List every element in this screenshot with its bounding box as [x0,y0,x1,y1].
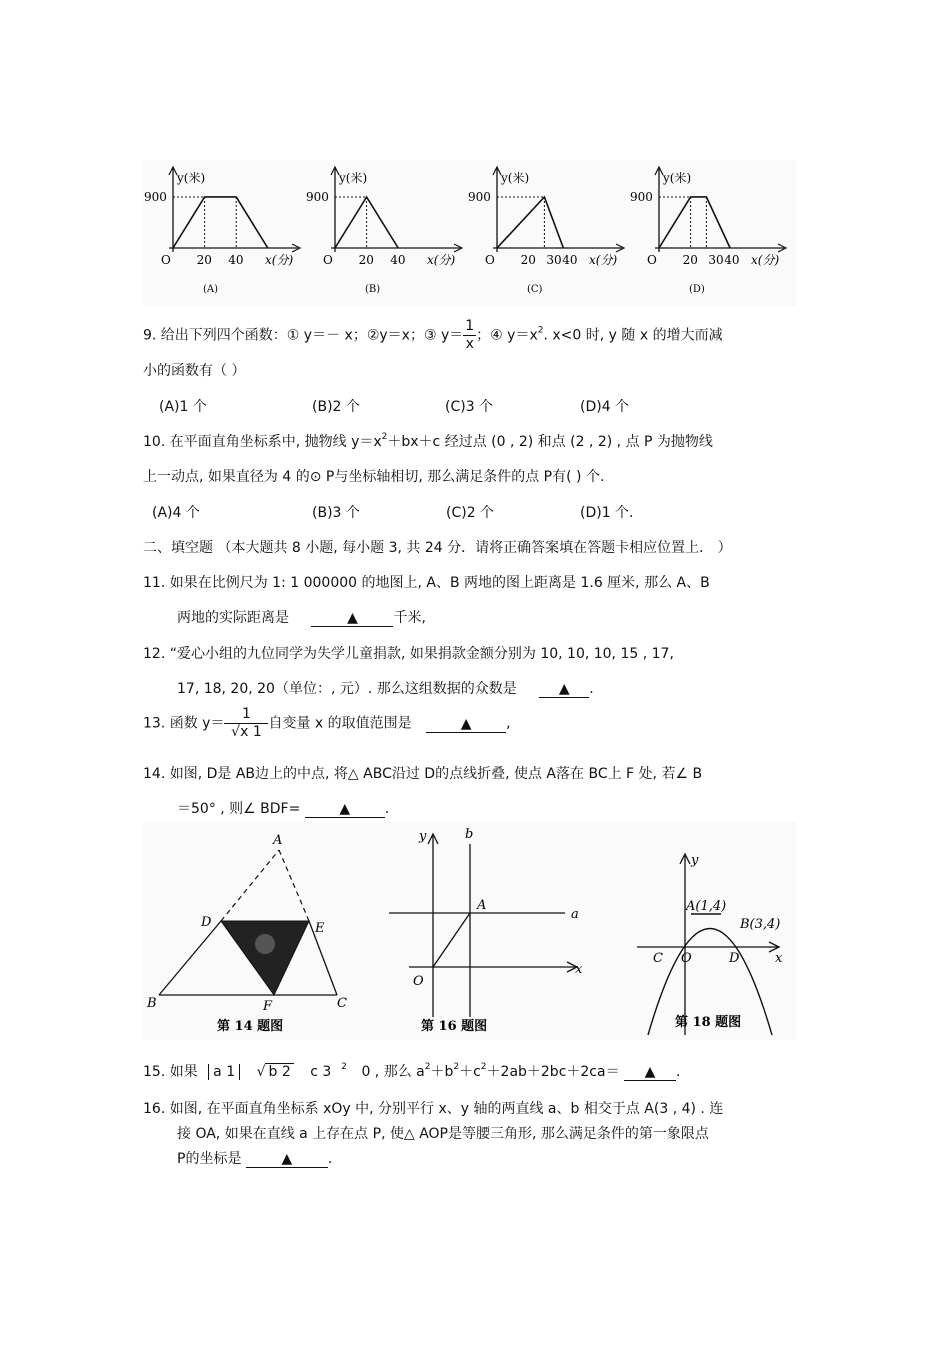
fig16-label-b: b [465,827,474,842]
fig16-label-x: x [575,962,583,977]
fig14-label-d: D [201,915,212,930]
question-15 [143,1061,681,1081]
question-16-line-1: 16. 如图, 在平面直角坐标系 xOy 中, 分别平行 x、y 轴的两直线 a、b 相交于点 A(3 , 4) . 连 [143,1101,724,1117]
graph-panel-d [630,167,786,295]
fig16-label-o: O [413,974,424,989]
question-14-line-2 [177,798,389,818]
q15-text-pre: 15. 如果 [143,1064,198,1080]
graph-panel-label: (B) [365,284,381,295]
question-9-line-1 [143,318,723,353]
figure-16 [389,827,583,1034]
graph-origin-label: O [323,253,333,267]
graph-y-tick: 900 [306,189,329,204]
graph-x-tick: 20 [196,253,212,267]
q13-frac-den: √x 1 [231,724,262,740]
q15-sup-c2: 2 [480,1062,487,1072]
graph-origin-label: O [647,253,657,267]
q15-tail: 0 , 那么 a [361,1064,425,1080]
q14-text-post: . [384,801,390,817]
graph-panel-label: (A) [203,284,219,295]
graph-y-tick: 900 [630,189,653,204]
question-13 [143,706,511,741]
q15-post: ＋b [430,1064,454,1080]
figure-18 [637,853,783,1035]
graph-options-figure [143,160,796,306]
graph-panel-label: (C) [527,284,543,295]
q9-text-pre: 9. 给出下列四个函数：① y＝－ x；②y＝x；③ y＝ [143,327,464,344]
q9-option-d[interactable]: (D)4 个 [580,399,630,415]
graph-origin-label: O [161,253,171,267]
q10-option-b[interactable]: (B)3 个 [312,505,360,521]
q15-post3: ＋2ab＋2bc＋2ca＝ [486,1064,620,1080]
q12-text-pre: 17, 18, 20, 20（单位：, 元）. 那么这组数据的众数是 [177,681,517,697]
q11-text-pre: 两地的实际距离是 [177,610,289,626]
graph-origin-label: O [485,253,495,267]
graph-y-tick: 900 [144,189,167,204]
question-10-line-1 [143,431,713,451]
question-12-line-1: 12. “爱心小组的九位同学为失学儿童捐款, 如果捐款金额分别为 10, 10, 10, 15 , 17, [143,646,674,662]
graph-x-label: x(分) [265,253,294,267]
q10-option-c[interactable]: (C)2 个 [446,505,495,521]
graph-options-svg [143,160,796,306]
question-11-line-2 [177,607,426,627]
q13-frac-num: 1 [224,706,268,724]
q9-option-c[interactable]: (C)3 个 [445,399,494,415]
q9-option-a[interactable]: (A)1 个 [159,399,207,415]
q9-sup: 2 [537,325,544,336]
q10-option-d[interactable]: (D)1 个. [580,505,634,521]
fig18-label-a: A(1,4) [686,899,727,914]
question-9-line-2: 小的函数有（ ） [143,363,246,379]
fig14-label-a: A [273,833,283,848]
q13-text-post: 自变量 x 的取值范围是 [268,715,412,732]
graph-distance-line [497,197,563,248]
q14-answer-blank[interactable]: ▲ [305,801,385,818]
q15-post2: ＋c [459,1064,481,1080]
fig18-label-y: y [691,853,699,868]
figure-14 [146,833,347,1034]
graph-x-tick: 40 [228,253,244,267]
q14-text-pre: ＝50° , 则∠ BDF= [177,801,301,817]
q9-text-post: . x<0 时, y 随 x 的增大而减 [543,327,723,344]
q10-option-a[interactable]: (A)4 个 [152,505,200,521]
graph-x-tick: 40 [724,253,740,267]
q16-text-post: . [327,1151,333,1167]
graph-x-tick: 30 [708,253,724,267]
question-16-line-3 [177,1148,332,1168]
question-12-line-2 [177,678,594,698]
q16-answer-blank[interactable]: ▲ [246,1151,328,1168]
q15-abs-expression: a 1 [208,1064,240,1080]
q16-text-pre: P的坐标是 [177,1151,242,1167]
fig14-label-e: E [315,921,325,936]
q9-frac-num: 1 [465,318,475,334]
graph-x-tick: 30 [546,253,562,267]
graph-x-tick: 20 [520,253,536,267]
q10-text-pre: 10. 在平面直角坐标系中, 抛物线 y＝x [143,434,382,450]
fig18-label-x: x [775,951,783,966]
graph-panel-a [144,167,300,295]
graph-y-label: y(米) [177,171,206,185]
q13-answer-blank[interactable]: ▲ [426,716,506,733]
graph-x-label: x(分) [751,253,780,267]
q13-fraction [224,706,268,741]
q15-sup-a: 2 [424,1062,431,1072]
fig18-label-c: C [653,951,663,966]
q9-option-b[interactable]: (B)2 个 [312,399,360,415]
question-16-line-2: 接 OA, 如果在直线 a 上存在点 P, 使△ AOP是等腰三角形, 那么满足条件的第一象限点 [177,1126,709,1142]
fig16-label-a-point: A [477,898,487,913]
q12-answer-blank[interactable]: ▲ [539,681,589,698]
graph-y-tick: 900 [468,189,491,204]
q13-text-pre: 13. 函数 y＝ [143,715,225,732]
geometry-figures [143,822,796,1040]
graph-x-tick: 20 [682,253,698,267]
graph-y-label: y(米) [501,171,530,185]
q10-text-post: ＋bx＋c 经过点 (0 , 2) 和点 (2 , 2) , 点 P 为抛物线 [387,434,713,450]
q13-text-end: , [506,715,511,732]
fig16-label-a-line: a [571,907,579,922]
graph-x-tick: 40 [390,253,406,267]
graph-panel-b [306,167,462,295]
fig18-caption: 第 18 题图 [675,1015,742,1030]
q13-frac-den-text: x 1 [240,724,262,740]
fig18-label-d: D [729,951,740,966]
fig14-caption: 第 14 题图 [217,1019,284,1034]
fig16-label-y: y [419,829,427,844]
q9-text-mid: ；④ y＝x [476,327,538,344]
section-2-heading: 二、填空题 （本大题共 8 小题, 每小题 3, 共 24 分．请将正确答案填在答题卡相应位置上． ） [143,540,732,556]
fig16-caption: 第 16 题图 [421,1019,488,1034]
graph-distance-line [659,197,730,248]
fig18-label-o: O [681,951,692,966]
graph-x-tick: 40 [562,253,578,267]
q15-end: . [676,1064,681,1080]
fig14-label-b: B [147,996,157,1011]
q15-c-term: c 3 [310,1064,332,1080]
graph-panel-c [468,167,624,295]
graph-x-label: x(分) [427,253,456,267]
graph-x-label: x(分) [589,253,618,267]
fig14-label-f: F [263,999,273,1014]
q9-fraction [463,318,476,353]
q11-text-post: 千米, [393,610,426,626]
question-11-line-1: 11. 如果在比例尺为 1: 1 000000 的地图上, A、B 两地的图上距离是 1.6 厘米, 那么 A、B [143,575,710,591]
geometry-figures-svg [143,822,796,1040]
graph-panel-label: (D) [689,284,705,295]
graph-distance-line [173,197,268,248]
q11-answer-blank[interactable]: ▲ [311,610,393,627]
graph-y-label: y(米) [339,171,368,185]
q9-frac-den: x [465,336,474,352]
fig14-label-c: C [337,996,347,1011]
q15-sup-c: 2 [341,1062,347,1072]
q15-answer-blank[interactable]: ▲ [624,1064,676,1081]
q10-sup: 2 [381,432,388,442]
fig18-label-b: B(3,4) [740,917,781,932]
question-10-line-2: 上一动点, 如果直径为 4 的⊙ P与坐标轴相切, 那么满足条件的点 P有( ) 个. [143,469,605,485]
q15-sqrt-expression: √ b 2 [257,1064,294,1080]
graph-y-label: y(米) [663,171,692,185]
question-14-line-1: 14. 如图, D是 AB边上的中点, 将△ ABC沿过 D的点线折叠, 使点 A落在 BC上 F 处, 若∠ B [143,766,703,782]
q12-text-post: . [589,681,594,697]
q15-sup-b: 2 [453,1062,460,1072]
graph-x-tick: 20 [358,253,374,267]
q15-sqrt-content: b 2 [265,1063,293,1080]
